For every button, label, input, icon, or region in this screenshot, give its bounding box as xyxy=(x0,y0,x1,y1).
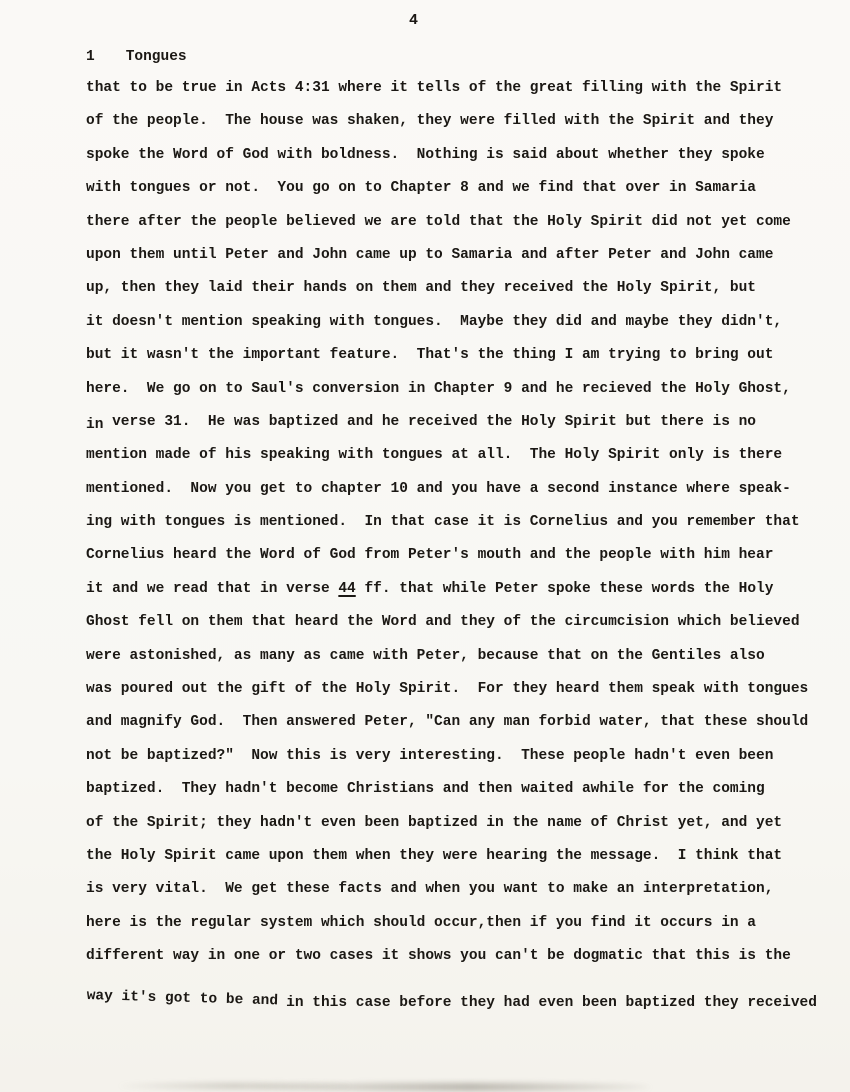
text-line: mentioned. Now you get to chapter 10 and you have a second instance where speak- xyxy=(86,480,791,497)
line-text: ff. that while Peter spoke these words the Holy xyxy=(355,580,774,597)
text-line: up, then they laid their hands on them and they received the Holy Spirit, but xyxy=(86,280,757,297)
text-line: the Holy Spirit came upon them when they were hearing the message. I think that xyxy=(86,847,783,864)
section-number: 1 xyxy=(86,49,95,65)
text-line: Ghost fell on them that heard the Word and they of the circumcision which believed xyxy=(86,614,800,631)
line-text: it and we read that in verse xyxy=(86,580,339,597)
text-line: Cornelius heard the Word of God from Peter's mouth and the people with him hear xyxy=(86,547,774,564)
text-line: not be baptized?" Now this is very interesting. These people hadn't even been xyxy=(86,747,774,764)
underlined-verse-number: 44 xyxy=(338,580,356,597)
text-line xyxy=(86,573,831,606)
text-line: but it wasn't the important feature. That's the thing I am trying to bring out xyxy=(86,347,774,364)
text-line xyxy=(86,406,831,439)
text-line: mention made of his speaking with tongues at all. The Holy Spirit only is there xyxy=(86,447,783,464)
text-line: ing with tongues is mentioned. In that case it is Cornelius and you remember that xyxy=(86,514,800,531)
text-line xyxy=(86,987,831,1020)
text-line: with tongues or not. You go on to Chapter 8 and we find that over in Samaria xyxy=(86,180,757,197)
text-line: here. We go on to Saul's conversion in Chapter 9 and he recieved the Holy Ghost, xyxy=(86,380,791,397)
text-line: baptized. They hadn't become Christians and then waited awhile for the coming xyxy=(86,781,765,798)
raised-phrase: way it's got to be and xyxy=(86,987,279,1009)
section-heading xyxy=(86,49,187,65)
section-title: Tongues xyxy=(125,49,187,65)
line-text: verse 31. He was baptized and he received the Holy Spirit but there is no xyxy=(103,413,757,430)
text-line: of the people. The house was shaken, they were filled with the Spirit and they xyxy=(86,113,774,130)
text-line: and magnify God. Then answered Peter, "Can any man forbid water, that these should xyxy=(86,714,809,731)
scan-smudge xyxy=(250,1083,650,1091)
text-line: different way in one or two cases it shows you can't be dogmatic that this is the xyxy=(86,948,791,965)
page-number: 4 xyxy=(408,12,419,29)
text-line: spoke the Word of God with boldness. Nothing is said about whether they spoke xyxy=(86,146,765,163)
text-line: that to be true in Acts 4:31 where it tells of the great filling with the Spirit xyxy=(86,80,783,96)
text-line: is very vital. We get these facts and when you want to make an interpretation, xyxy=(86,881,774,898)
scan-smudge xyxy=(120,1083,350,1089)
document-body xyxy=(86,72,831,1020)
text-line: upon them until Peter and John came up to Samaria and after Peter and John came xyxy=(86,246,774,263)
text-line: it doesn't mention speaking with tongues. Maybe they did and maybe they didn't, xyxy=(86,313,783,330)
text-line: were astonished, as many as came with Peter, because that on the Gentiles also xyxy=(86,647,765,664)
text-line: here is the regular system which should occur,then if you find it occurs in a xyxy=(86,914,757,931)
text-line: was poured out the gift of the Holy Spirit. For they heard them speak with tongues xyxy=(86,681,809,698)
text-line: of the Spirit; they hadn't even been baptized in the name of Christ yet, and yet xyxy=(86,814,783,831)
text-line: there after the people believed we are told that the Holy Spirit did not yet come xyxy=(86,213,791,230)
line-text: in this case before they had even been baptized they received xyxy=(277,994,817,1011)
offset-word: in xyxy=(86,416,104,433)
